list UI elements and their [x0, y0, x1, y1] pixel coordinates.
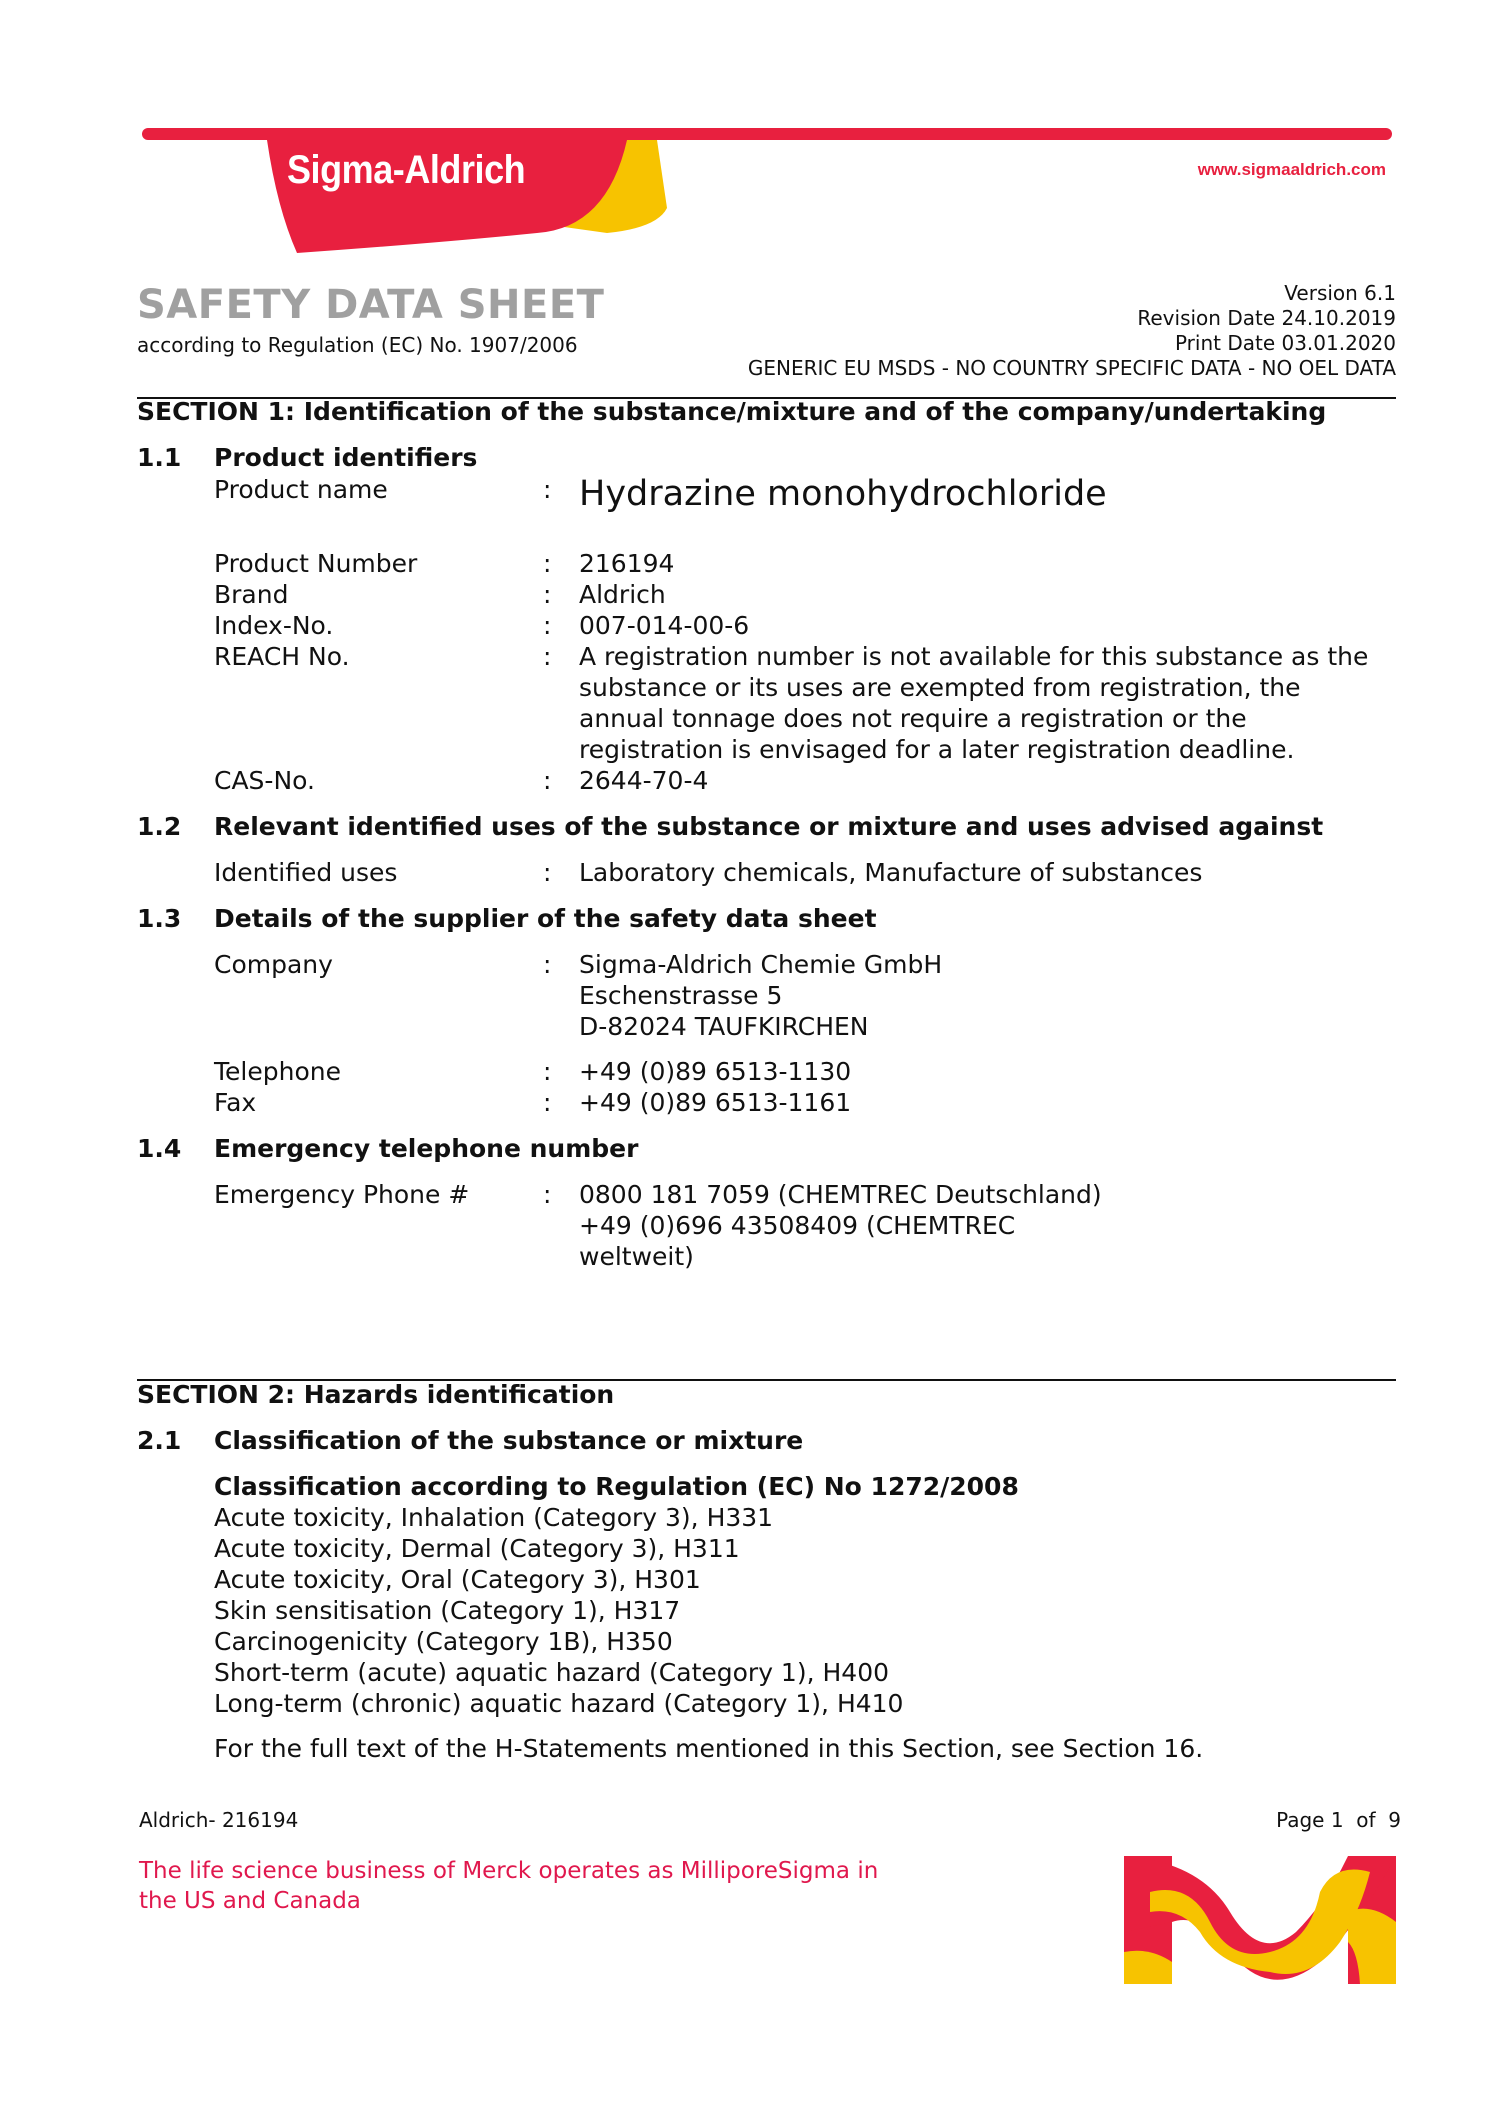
- reach-line: annual tonnage does not require a registration or the: [579, 704, 1247, 733]
- s12-number: 1.2: [137, 812, 182, 841]
- emergency-line: +49 (0)696 43508409 (CHEMTREC: [579, 1211, 1016, 1240]
- classification-subtitle: Classification according to Regulation (EC) No 1272/2008: [214, 1472, 1019, 1501]
- product-name-label: Product name: [214, 475, 388, 504]
- website-link[interactable]: www.sigmaaldrich.com: [1197, 160, 1386, 179]
- s14-title: Emergency telephone number: [214, 1134, 639, 1163]
- index-label: Index-No.: [214, 611, 334, 640]
- cas-label: CAS-No.: [214, 766, 315, 795]
- reach-label: REACH No.: [214, 642, 350, 671]
- colon: :: [543, 858, 552, 887]
- section2-title: SECTION 2: Hazards identification: [137, 1380, 615, 1409]
- colon: :: [543, 766, 552, 795]
- classification-item: Carcinogenicity (Category 1B), H350: [214, 1627, 673, 1656]
- cas-number: 2644-70-4: [579, 766, 709, 795]
- colon: :: [543, 1088, 552, 1117]
- section1-title: SECTION 1: Identification of the substance/mixture and of the company/undertaking: [137, 397, 1327, 426]
- revision-date: Revision Date 24.10.2019: [1137, 306, 1396, 330]
- product-number: 216194: [579, 549, 675, 578]
- telephone-label: Telephone: [214, 1057, 341, 1086]
- emergency-numbers: [579, 1179, 1102, 1272]
- classification-list: [214, 1502, 903, 1719]
- footer-doc-id: Aldrich- 216194: [139, 1808, 299, 1832]
- classification-item: Acute toxicity, Oral (Category 3), H301: [214, 1565, 701, 1594]
- company-line: Sigma-Aldrich Chemie GmbH: [579, 950, 943, 979]
- classification-item: Long-term (chronic) aquatic hazard (Category 1), H410: [214, 1689, 904, 1718]
- doc-title: SAFETY DATA SHEET: [137, 282, 605, 328]
- colon: :: [543, 642, 552, 671]
- brand-label: Brand: [214, 580, 289, 609]
- reach-text: [579, 641, 1368, 765]
- version: Version 6.1: [1284, 281, 1396, 305]
- header-banner: [137, 118, 1396, 258]
- regulation-text: according to Regulation (EC) No. 1907/2006: [137, 333, 578, 357]
- merck-note: [139, 1856, 878, 1916]
- colon: :: [543, 1057, 552, 1086]
- company-line: Eschenstrasse 5: [579, 981, 783, 1010]
- classification-item: Short-term (acute) aquatic hazard (Category 1), H400: [214, 1658, 889, 1687]
- identified-uses-label: Identified uses: [214, 858, 398, 887]
- merck-line: The life science business of Merck operates as MilliporeSigma in: [139, 1858, 879, 1884]
- s11-number: 1.1: [137, 443, 182, 472]
- generic-note: GENERIC EU MSDS - NO COUNTRY SPECIFIC DATA - NO OEL DATA: [747, 356, 1396, 380]
- s13-title: Details of the supplier of the safety data sheet: [214, 904, 877, 933]
- s14-number: 1.4: [137, 1134, 182, 1163]
- colon: :: [543, 580, 552, 609]
- emergency-line: weltweit): [579, 1242, 694, 1271]
- emergency-label: Emergency Phone #: [214, 1180, 470, 1209]
- colon: :: [543, 549, 552, 578]
- colon: :: [543, 611, 552, 640]
- company-address: [579, 949, 942, 1042]
- colon: :: [543, 475, 552, 504]
- footer-page-number: Page 1 of 9: [1276, 1808, 1401, 1832]
- fax-label: Fax: [214, 1088, 257, 1117]
- index-number: 007-014-00-6: [579, 611, 750, 640]
- reach-line: registration is envisaged for a later registration deadline.: [579, 735, 1295, 764]
- merck-line: the US and Canada: [139, 1888, 361, 1914]
- brand: Aldrich: [579, 580, 666, 609]
- colon: :: [543, 950, 552, 979]
- telephone: +49 (0)89 6513-1130: [579, 1057, 852, 1086]
- merck-logo: [1120, 1852, 1400, 1988]
- emergency-line: 0800 181 7059 (CHEMTREC Deutschland): [579, 1180, 1102, 1209]
- version-block: [748, 281, 1396, 381]
- s12-title: Relevant identified uses of the substance or mixture and uses advised against: [214, 812, 1324, 841]
- reach-line: substance or its uses are exempted from registration, the: [579, 673, 1301, 702]
- s11-title: Product identifiers: [214, 443, 478, 472]
- classification-item: Skin sensitisation (Category 1), H317: [214, 1596, 681, 1625]
- product-name: Hydrazine monohydrochloride: [579, 474, 1107, 514]
- reach-line: A registration number is not available for this substance as the: [579, 642, 1369, 671]
- s21-number: 2.1: [137, 1426, 182, 1455]
- s21-title: Classification of the substance or mixture: [214, 1426, 804, 1455]
- logo-text: Sigma-Aldrich: [287, 148, 526, 192]
- identified-uses: Laboratory chemicals, Manufacture of substances: [579, 858, 1203, 887]
- classification-item: Acute toxicity, Dermal (Category 3), H311: [214, 1534, 740, 1563]
- colon: :: [543, 1180, 552, 1209]
- fax: +49 (0)89 6513-1161: [579, 1088, 852, 1117]
- company-label: Company: [214, 950, 333, 979]
- s13-number: 1.3: [137, 904, 182, 933]
- print-date: Print Date 03.01.2020: [1174, 331, 1396, 355]
- company-line: D-82024 TAUFKIRCHEN: [579, 1012, 869, 1041]
- product-number-label: Product Number: [214, 549, 418, 578]
- h-statements-note: For the full text of the H-Statements mentioned in this Section, see Section 16.: [214, 1734, 1204, 1763]
- classification-item: Acute toxicity, Inhalation (Category 3), H331: [214, 1503, 774, 1532]
